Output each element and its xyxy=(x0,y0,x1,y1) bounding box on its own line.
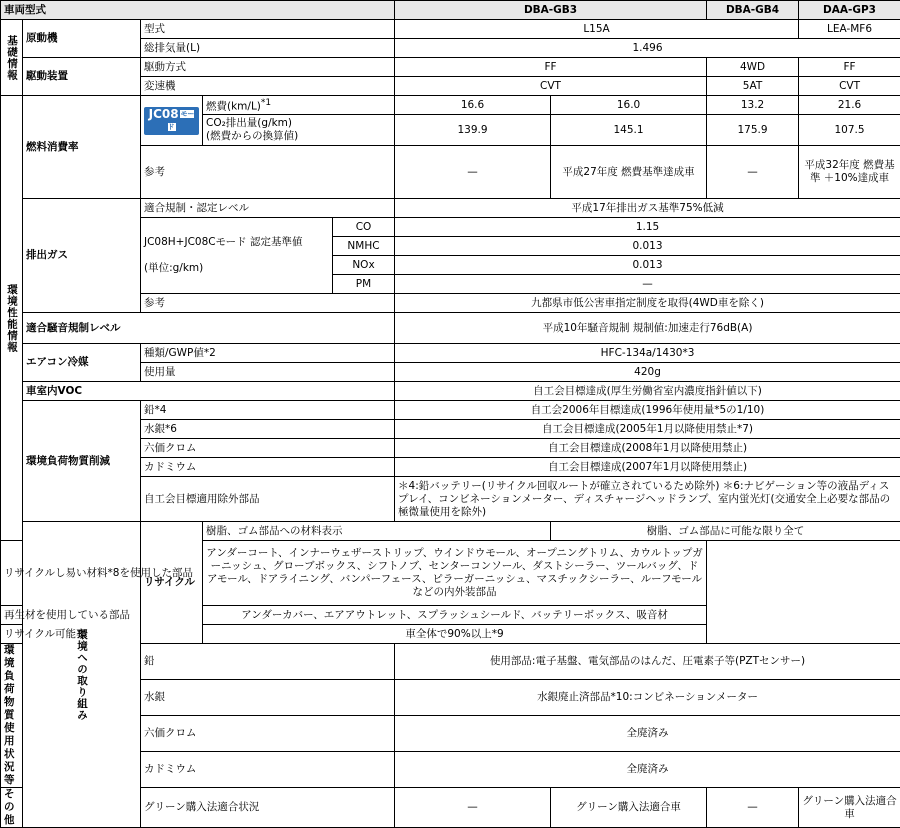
usage-hg-val: 水銀廃止済部品*10:コンビネーションメーター xyxy=(395,680,900,716)
hazard-ex-val: ＊4:鉛バッテリー(リサイクル回収ルートが確立されているため除外) ＊6:ナビゲーション等の液晶ディスプレイ、コンビネーションメーター、ディスチャージヘッドランプ、室内蛍光灯(交通安全上必要な部品の極微量使用を除外) xyxy=(395,477,900,522)
drive-label: 駆動装置 xyxy=(23,58,141,96)
fuel-eco-3: 13.2 xyxy=(707,96,799,115)
exhaust-reg-label: 適合規制・認定レベル xyxy=(141,199,395,218)
model-gp3: DAA-GP3 xyxy=(799,1,900,20)
noise-val: 平成10年騒音規制 規制値:加速走行76dB(A) xyxy=(395,313,900,344)
co2-2: 145.1 xyxy=(551,115,707,146)
voc-label: 車室内VOC xyxy=(23,382,395,401)
recycle-resin-val: 樹脂、ゴム部品に可能な限り全て xyxy=(551,522,900,541)
voc-val: 自工会目標達成(厚生労働省室内濃度指針値以下) xyxy=(395,382,900,401)
ac-label: エアコン冷媒 xyxy=(23,344,141,382)
fuel-eco-1: 16.6 xyxy=(395,96,551,115)
usage-cr-label: 六価クロム xyxy=(141,716,395,752)
usage-label: 環境負荷物質使用状況等 xyxy=(1,644,23,788)
ac-type-label: 種類/GWP値*2 xyxy=(141,344,395,363)
fuel-label: 燃料消費率 xyxy=(23,96,141,199)
usage-cr-val: 全廃済み xyxy=(395,716,900,752)
section-basic: 基礎情報 xyxy=(1,20,23,96)
fuel-ref-3: — xyxy=(707,146,799,199)
engine-type-hybrid: LEA-MF6 xyxy=(799,20,900,39)
exhaust-label: 排出ガス xyxy=(23,199,141,313)
other-label: その他 xyxy=(1,788,23,828)
green-label: グリーン購入法適合状況 xyxy=(141,788,395,828)
exhaust-ref-val: 九都県市低公害車指定制度を取得(4WD車を除く) xyxy=(395,294,900,313)
exhaust-ref-label: 参考 xyxy=(141,294,395,313)
hazard-hg-label: 水銀*6 xyxy=(141,420,395,439)
transmission-label: 変速機 xyxy=(141,77,395,96)
co2-label: CO₂排出量(g/km) (燃費からの換算値) xyxy=(203,115,395,146)
drive-4wd: 4WD xyxy=(707,58,799,77)
hazard-cd-label: カドミウム xyxy=(141,458,395,477)
ac-amt-val: 420g xyxy=(395,363,900,382)
green-4: グリーン購入法適合車 xyxy=(799,788,900,828)
green-2: グリーン購入法適合車 xyxy=(551,788,707,828)
fuel-eco-label: 燃費$(km/L)^{*1}$ xyxy=(203,96,395,115)
fuel-eco-4: 21.6 xyxy=(799,96,900,115)
trans-cvt: CVT xyxy=(395,77,707,96)
fuel-ref-label: 参考 xyxy=(141,146,395,199)
ac-type-val: HFC-134a/1430*3 xyxy=(395,344,900,363)
usage-lead-val: 使用部品:電子基盤、電気部品のはんだ、圧電素子等(PZTセンサー) xyxy=(395,644,900,680)
exhaust-reg-val: 平成17年排出ガス基準75%低減 xyxy=(395,199,900,218)
fuel-ref-1: — xyxy=(395,146,551,199)
nmhc-label: NMHC xyxy=(333,237,395,256)
noise-label: 適合騒音規制レベル xyxy=(23,313,395,344)
displacement-label: 総排気量(L) xyxy=(141,39,395,58)
model-gb4: DBA-GB4 xyxy=(707,1,799,20)
recycle-label: リサイクル xyxy=(141,522,203,644)
recycle-easy-val: アンダーコート、インナーウェザーストリップ、ウインドウモール、オープニングトリム、カウルトップガーニッシュ、グローブボックス、シフトノブ、センターコンソール、ダストシーラー、ツールバッグ、ドアモール、ドアライニング、バンパーフェース、ピラーガーニッシュ、マスチックシーラー、ルーフモール などの内外装部品 xyxy=(203,541,707,606)
engine-type-val: L15A xyxy=(395,20,799,39)
co2-3: 175.9 xyxy=(707,115,799,146)
hazard-lead-label: 鉛*4 xyxy=(141,401,395,420)
drive-ff: FF xyxy=(395,58,707,77)
ac-amt-label: 使用量 xyxy=(141,363,395,382)
recycle-recyc-val: アンダーカバー、エアアウトレット、スプラッシュシールド、バッテリーボックス、吸音材 xyxy=(203,606,707,625)
hazard-lead-val: 自工会2006年目標達成(1996年使用量*5の1/10) xyxy=(395,401,900,420)
displacement-val: 1.496 xyxy=(395,39,900,58)
hazard-cd-val: 自工会目標達成(2007年1月以降使用禁止) xyxy=(395,458,900,477)
usage-hg-label: 水銀 xyxy=(141,680,395,716)
drive-ff2: FF xyxy=(799,58,900,77)
usage-cd-val: 全廃済み xyxy=(395,752,900,788)
model-gb3: DBA-GB3 xyxy=(395,1,707,20)
recycle-resin-label: 樹脂、ゴム部品への材料表示 xyxy=(203,522,551,541)
engine-label: 原動機 xyxy=(23,20,141,58)
hazard-cr-val: 自工会目標達成(2008年1月以降使用禁止) xyxy=(395,439,900,458)
hazard-ex-label: 自工会目標適用除外部品 xyxy=(141,477,395,522)
usage-lead-label: 鉛 xyxy=(141,644,395,680)
section-efforts: 環境への取り組み xyxy=(23,522,141,828)
fuel-ref-4: 平成32年度 燃費基準 ＋10%達成車 xyxy=(799,146,900,199)
engine-type-label: 型式 xyxy=(141,20,395,39)
co2-4: 107.5 xyxy=(799,115,900,146)
green-3: — xyxy=(707,788,799,828)
green-1: — xyxy=(395,788,551,828)
nmhc-val: 0.013 xyxy=(395,237,900,256)
co-val: 1.15 xyxy=(395,218,900,237)
exhaust-std-label: JC08H+JC08Cモード 認定基準値 (単位:g/km) xyxy=(141,218,333,294)
nox-val: 0.013 xyxy=(395,256,900,275)
section-env: 環境性能情報 xyxy=(1,96,23,541)
header-label: 車両型式 xyxy=(1,1,395,20)
hazard-cr-label: 六価クロム xyxy=(141,439,395,458)
trans-cvt2: CVT xyxy=(799,77,900,96)
usage-cd-label: カドミウム xyxy=(141,752,395,788)
hazard-label: 環境負荷物質削減 xyxy=(23,401,141,522)
nox-label: NOx xyxy=(333,256,395,275)
fuel-ref-2: 平成27年度 燃費基準達成車 xyxy=(551,146,707,199)
co-label: CO xyxy=(333,218,395,237)
hazard-hg-val: 自工会目標達成(2005年1月以降使用禁止*7) xyxy=(395,420,900,439)
co2-1: 139.9 xyxy=(395,115,551,146)
trans-5at: 5AT xyxy=(707,77,799,96)
jc08-badge: JC08 モード xyxy=(141,96,203,146)
recycle-rate-val: 車全体で90%以上*9 xyxy=(203,625,707,644)
drive-method-label: 駆動方式 xyxy=(141,58,395,77)
pm-val: — xyxy=(395,275,900,294)
pm-label: PM xyxy=(333,275,395,294)
recycle-recyc-label: 再生材を使用している部品 xyxy=(1,606,203,625)
fuel-eco-2: 16.0 xyxy=(551,96,707,115)
recycle-easy-label: リサイクルし易い材料*8を使用した部品 xyxy=(1,541,203,606)
recycle-rate-label: リサイクル可能率 xyxy=(1,625,203,644)
